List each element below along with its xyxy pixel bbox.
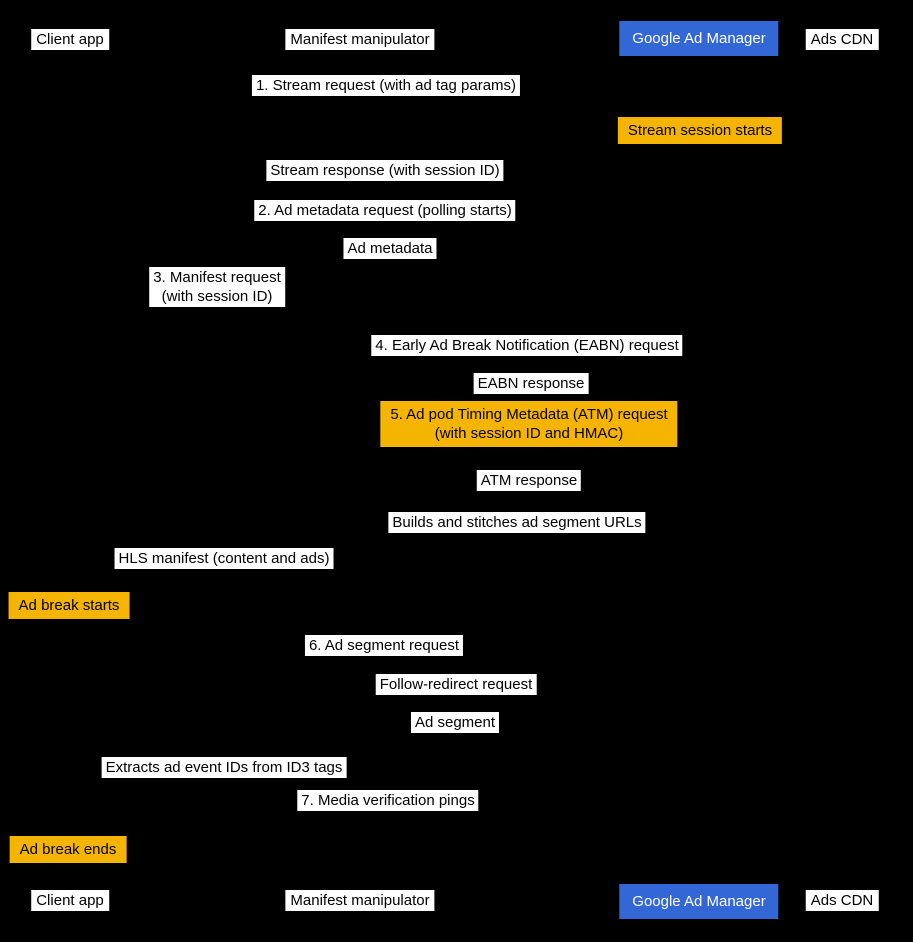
message-stream-request-text: 1. Stream request (with ad tag params) [255,77,517,94]
message-manifest-request-text: (with session ID) [161,288,273,305]
message-follow-redirect-request-text: Follow-redirect request [379,676,533,693]
note-atm-request [380,401,677,447]
message-eabn-request [371,335,682,356]
note-ad-break-starts [9,592,130,619]
message-ad-metadata-text: Ad metadata [347,240,433,257]
message-extracts-ad-event-ids-text: Extracts ad event IDs from ID3 tags [105,759,343,776]
message-hls-manifest-text: HLS manifest (content and ads) [118,550,330,567]
message-atm-response [477,470,581,491]
message-stream-request [252,75,520,96]
actor-google-ad-manager-bottom: Google Ad Manager [619,884,778,919]
actor-manifest-manipulator-top: Manifest manipulator [285,29,434,50]
actor-client-app-bottom: Client app [31,890,109,911]
message-extracts-ad-event-ids [102,757,347,778]
actor-ads-cdn-top: Ads CDN [806,29,879,50]
note-ad-break-ends [10,836,127,863]
note-ad-break-starts-text: Ad break starts [18,597,120,614]
actor-client-app-top: Client app [31,29,109,50]
note-stream-session-starts-text: Stream session starts [627,122,773,139]
message-manifest-request-text: 3. Manifest request [153,269,281,286]
note-atm-request-text: (with session ID and HMAC) [434,425,624,442]
message-ad-segment [411,712,499,733]
actor-manifest-manipulator-bottom: Manifest manipulator [285,890,434,911]
message-builds-stitches-ad-segment-urls [388,512,645,533]
note-ad-break-ends-text: Ad break ends [19,841,117,858]
message-eabn-response-text: EABN response [477,375,585,392]
message-follow-redirect-request [376,674,537,695]
actor-ads-cdn-bottom: Ads CDN [806,890,879,911]
message-ad-segment-text: Ad segment [414,714,496,731]
note-stream-session-starts [618,117,782,144]
message-ad-segment-request [305,635,463,656]
message-ad-metadata-request-text: 2. Ad metadata request (polling starts) [258,202,512,219]
message-builds-stitches-ad-segment-urls-text: Builds and stitches ad segment URLs [392,514,642,531]
message-media-verification-pings-text: 7. Media verification pings [301,792,475,809]
message-stream-response [266,160,503,181]
message-stream-response-text: Stream response (with session ID) [270,162,500,179]
message-manifest-request [149,267,285,307]
message-hls-manifest [115,548,334,569]
message-ad-metadata [343,238,436,259]
message-eabn-response [474,373,589,394]
message-media-verification-pings [297,790,478,811]
message-eabn-request-text: 4. Early Ad Break Notification (EABN) request [375,337,679,354]
message-ad-metadata-request [254,200,515,221]
message-atm-response-text: ATM response [480,472,578,489]
actor-google-ad-manager-top: Google Ad Manager [619,21,778,56]
note-atm-request-text: 5. Ad pod Timing Metadata (ATM) request [390,406,668,423]
message-ad-segment-request-text: 6. Ad segment request [308,637,460,654]
